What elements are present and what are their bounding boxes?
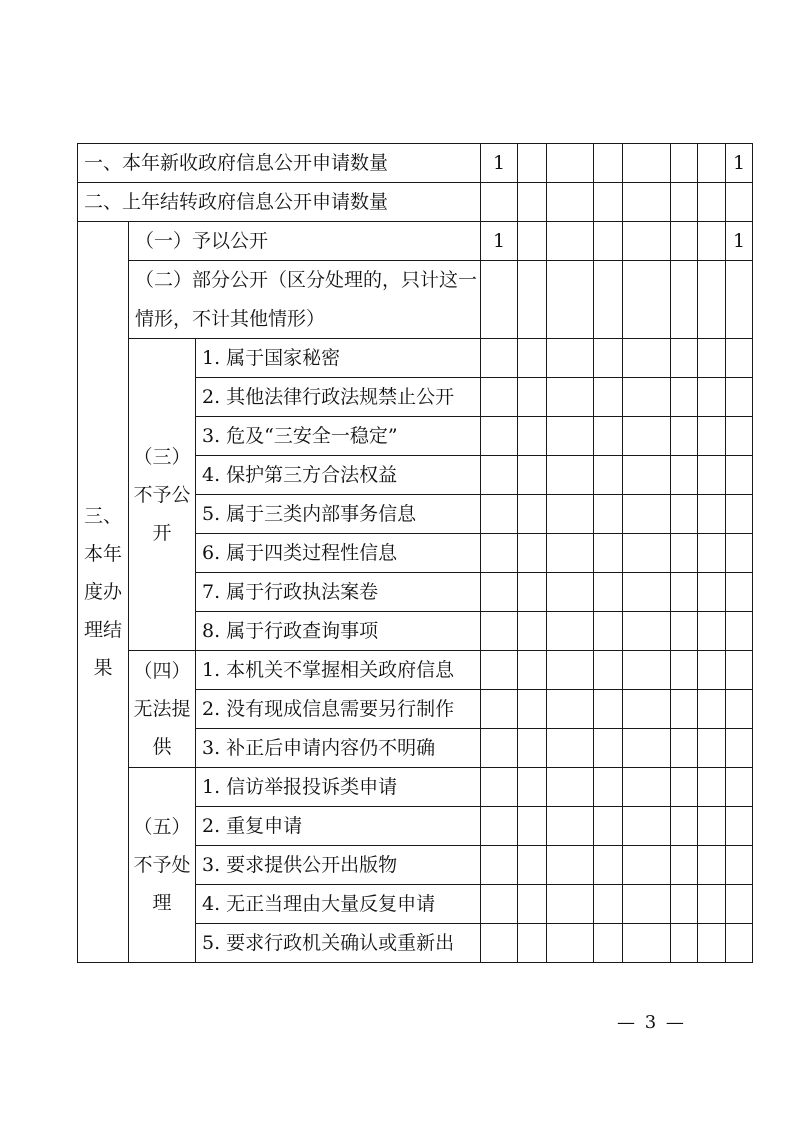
table-row xyxy=(78,183,753,222)
item-label: 5. 要求行政机关确认或重新出 xyxy=(196,924,481,963)
value-cell xyxy=(623,183,671,222)
value-cell xyxy=(698,183,726,222)
value-cell xyxy=(518,144,547,183)
value-cell: 1 xyxy=(726,144,753,183)
value-cell xyxy=(594,261,623,339)
item-label: 8. 属于行政查询事项 xyxy=(196,612,481,651)
table-row xyxy=(78,144,753,183)
value-cell xyxy=(698,144,726,183)
value-cell xyxy=(518,261,547,339)
value-cell xyxy=(547,261,594,339)
group-label: （三）不予公开 xyxy=(129,339,196,651)
item-label: 3. 要求提供公开出版物 xyxy=(196,846,481,885)
value-cell xyxy=(481,261,518,339)
value-cell xyxy=(698,222,726,261)
value-cell xyxy=(547,144,594,183)
group-label: （四）无法提供 xyxy=(129,651,196,768)
value-cell xyxy=(726,183,753,222)
row-label: 一、本年新收政府信息公开申请数量 xyxy=(78,144,481,183)
value-cell xyxy=(518,183,547,222)
value-cell xyxy=(698,261,726,339)
value-cell: 1 xyxy=(481,144,518,183)
item-label: 2. 重复申请 xyxy=(196,807,481,846)
item-label: 7. 属于行政执法案卷 xyxy=(196,573,481,612)
row-label: （二）部分公开（区分处理的，只计这一情形，不计其他情形） xyxy=(129,261,481,339)
table-row xyxy=(78,768,753,807)
item-label: 1. 信访举报投诉类申请 xyxy=(196,768,481,807)
value-cell xyxy=(671,222,698,261)
item-label: 1. 属于国家秘密 xyxy=(196,339,481,378)
value-cell xyxy=(726,261,753,339)
item-label: 5. 属于三类内部事务信息 xyxy=(196,495,481,534)
row-label: （一）予以公开 xyxy=(129,222,481,261)
value-cell xyxy=(623,222,671,261)
item-label: 4. 无正当理由大量反复申请 xyxy=(196,885,481,924)
row-label: 二、上年结转政府信息公开申请数量 xyxy=(78,183,481,222)
value-cell xyxy=(623,144,671,183)
item-label: 2. 其他法律行政法规禁止公开 xyxy=(196,378,481,417)
value-cell: 1 xyxy=(726,222,753,261)
item-label: 3. 危及“三安全一稳定” xyxy=(196,417,481,456)
value-cell: 1 xyxy=(481,222,518,261)
value-cell xyxy=(671,144,698,183)
value-cell xyxy=(594,222,623,261)
table-row xyxy=(78,222,753,261)
value-cell xyxy=(671,183,698,222)
item-label: 6. 属于四类过程性信息 xyxy=(196,534,481,573)
item-label: 3. 补正后申请内容仍不明确 xyxy=(196,729,481,768)
group-label: （五）不予处理 xyxy=(129,768,196,963)
value-cell xyxy=(547,183,594,222)
item-label: 1. 本机关不掌握相关政府信息 xyxy=(196,651,481,690)
item-label: 4. 保护第三方合法权益 xyxy=(196,456,481,495)
table-row xyxy=(78,339,753,378)
value-cell xyxy=(481,183,518,222)
value-cell xyxy=(518,222,547,261)
value-cell xyxy=(594,183,623,222)
value-cell xyxy=(623,261,671,339)
section-3-label: 三、本年度办理结果 xyxy=(78,222,129,963)
page-number: — 3 — xyxy=(617,1012,686,1033)
statistics-table xyxy=(77,143,753,963)
value-cell xyxy=(671,261,698,339)
table-row xyxy=(78,651,753,690)
value-cell xyxy=(547,222,594,261)
item-label: 2. 没有现成信息需要另行制作 xyxy=(196,690,481,729)
value-cell xyxy=(594,144,623,183)
table-row xyxy=(78,261,753,339)
